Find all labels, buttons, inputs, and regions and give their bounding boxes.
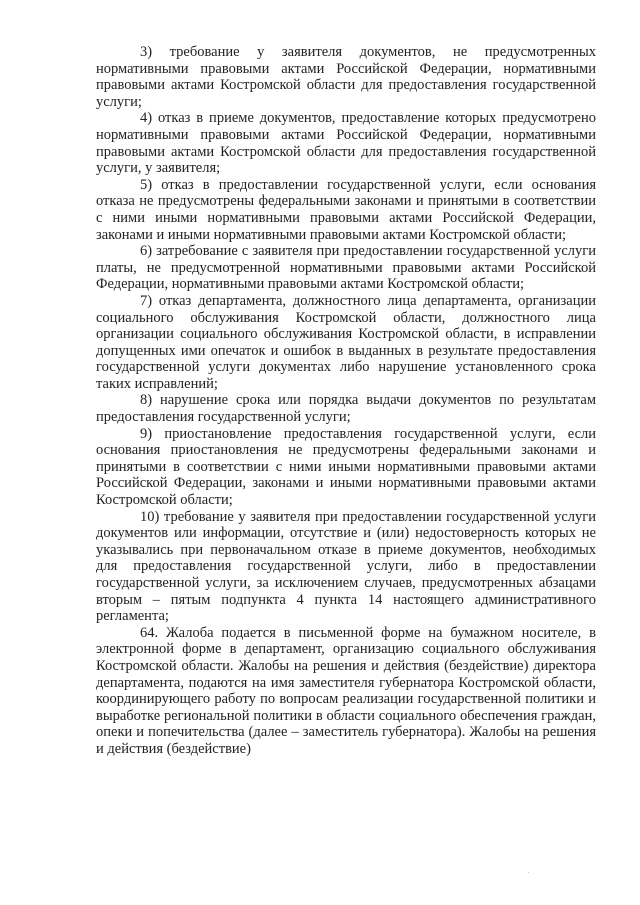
paragraph-item-6: 6) затребование с заявителя при предоставлении государственной услуги платы, не предусмотренной нормативными правовыми актами Российской Федерации, нормативными правовыми актами Костромской области;: [96, 243, 596, 293]
scan-dot: [528, 872, 529, 873]
paragraph-item-64: 64. Жалоба подается в письменной форме на бумажном носителе, в электронной форме в департамент, организацию социального обслуживания Костромской области. Жалобы на решения и действия (бездействие) директора департамента, подаются на имя заместителя губернатора Костромской области, координирующего работу по вопросам реализации государственной политики и выработке региональной политики в области социального обеспечения граждан, опеки и попечительства (далее – заместитель губернатора). Жалобы на решения и действия (бездействие): [96, 624, 596, 757]
document-page: [96, 44, 596, 758]
paragraph-item-9: 9) приостановление предоставления государственной услуги, если основания приостановления не предусмотрены федеральными законами и принятыми в соответствии с ними иными нормативными правовыми актами Российской Федерации, законами и иными нормативными правовыми актами Костромской области;: [96, 425, 596, 509]
paragraph-item-8: 8) нарушение срока или порядка выдачи документов по результатам предоставления государственной услуги;: [96, 392, 596, 426]
paragraph-item-10: 10) требование у заявителя при предоставлении государственной услуги документов или информации, отсутствие и (или) недостоверность которых не указывались при первоначальном отказе в приеме документов, необходимых для предоставления государственной услуги, либо в предоставлении государственной услуги, за исключением случаев, предусмотренных абзацами вторым – пятым подпункта 4 пункта 14 настоящего административного регламента;: [96, 508, 596, 625]
paragraph-item-7: 7) отказ департамента, должностного лица департамента, организации социального обслуживания Костромской области, должностного лица организации социального обслуживания Костромской области, в исправлении допущенных ими опечаток и ошибок в выданных в результате предоставления государственной услуги документах либо нарушение установленного срока таких исправлений;: [96, 292, 596, 392]
paragraph-item-3: 3) требование у заявителя документов, не предусмотренных нормативными правовыми актами Российской Федерации, нормативными правовыми актами Костромской области для предоставления государственной услуги;: [96, 44, 596, 110]
paragraph-item-4: 4) отказ в приеме документов, предоставление которых предусмотрено нормативными правовыми актами Российской Федерации, нормативными правовыми актами Костромской области для предоставления государственной услуги, у заявителя;: [96, 110, 596, 177]
paragraph-item-5: 5) отказ в предоставлении государственной услуги, если основания отказа не предусмотрены федеральными законами и принятыми в соответствии с ними иными нормативными правовыми актами Российской Федерации, законами и иными нормативными правовыми актами Костромской области;: [96, 176, 596, 243]
